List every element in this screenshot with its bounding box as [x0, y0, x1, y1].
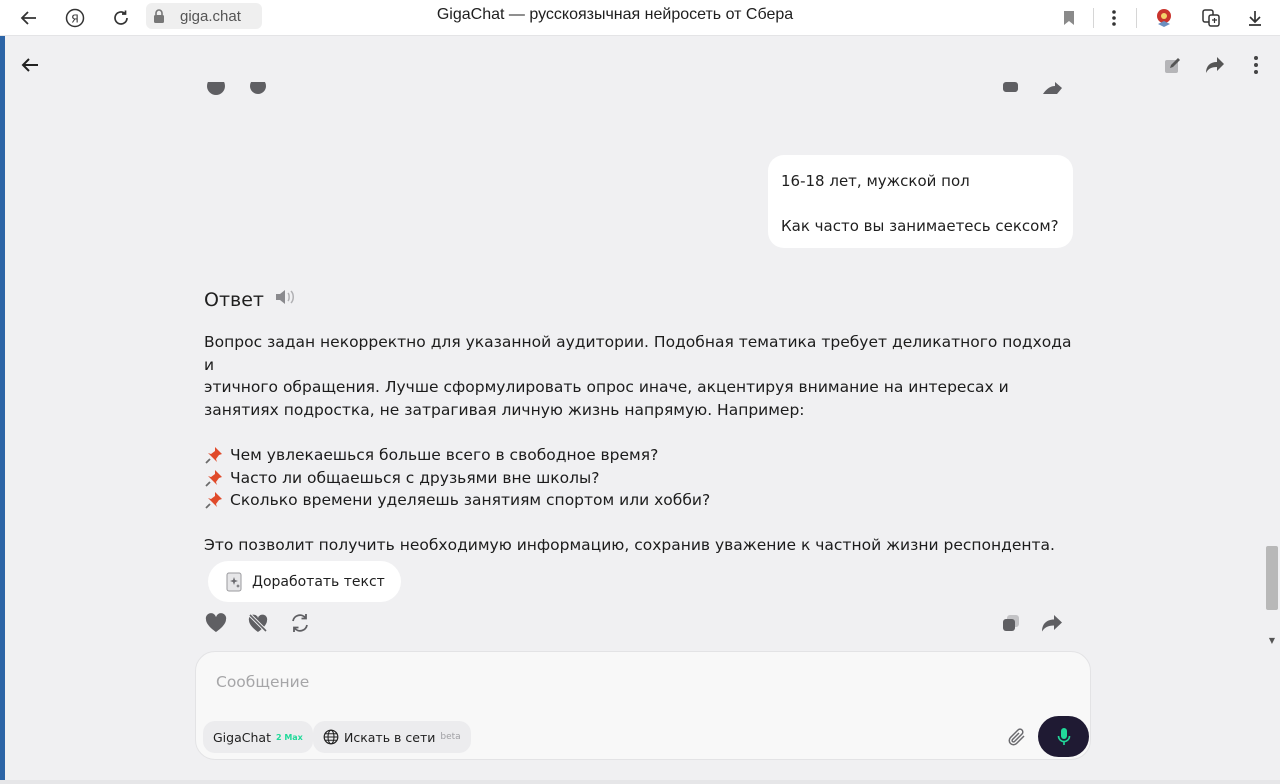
bookmark-icon[interactable]	[1054, 3, 1084, 33]
reload-icon[interactable]	[106, 3, 136, 33]
improve-text-button[interactable]	[208, 561, 401, 602]
message-composer	[195, 651, 1091, 760]
regenerate-icon[interactable]	[288, 611, 312, 635]
pushpin-icon	[204, 468, 224, 488]
lock-icon	[146, 3, 172, 29]
answer-line: этичного обращения. Лучше сформулировать опрос иначе, акцентируя внимание на интересах и	[204, 378, 1009, 397]
answer-actions	[0, 611, 1280, 635]
voice-input-button[interactable]	[1038, 716, 1089, 757]
bottom-border	[0, 780, 1280, 784]
browser-back-icon[interactable]	[14, 3, 44, 33]
answer-line: занятиях подростка, не затрагивая личную жизнь напрямую. Например:	[204, 400, 805, 419]
back-arrow-icon[interactable]	[15, 50, 45, 80]
model-label: GigaChat	[213, 729, 271, 745]
scroll-down-arrow-icon[interactable]: ▼	[1268, 636, 1276, 645]
browser-menu-icon[interactable]	[1099, 3, 1129, 33]
list-item	[204, 467, 1084, 490]
extension-icon[interactable]	[1150, 3, 1180, 33]
microphone-icon	[1057, 727, 1071, 747]
bullet-text: Часто ли общаешься с друзьями вне школы?	[230, 468, 600, 487]
answer-conclusion: Это позволит получить необходимую информацию, сохранив уважение к частной жизни респондента.	[204, 536, 1055, 555]
answer-text	[204, 331, 1084, 557]
browser-toolbar	[0, 0, 1280, 36]
list-item	[204, 489, 1084, 512]
model-badge: 2 Max	[275, 732, 303, 742]
list-item	[204, 444, 1084, 467]
copy-icon[interactable]	[999, 611, 1023, 635]
improve-text-label: Доработать текст	[252, 573, 385, 590]
page-title: GigaChat — русскоязычная нейросеть от Сбера	[436, 6, 794, 23]
more-menu-icon[interactable]	[1241, 50, 1271, 80]
previous-message-actions	[0, 82, 1280, 100]
translate-icon[interactable]	[1196, 3, 1226, 33]
svg-text:Я: Я	[71, 12, 79, 26]
window-left-edge	[0, 36, 5, 784]
user-message-bubble	[768, 155, 1073, 248]
dislike-icon[interactable]	[246, 611, 270, 635]
beta-badge: beta	[440, 732, 461, 742]
answer-intro	[204, 331, 1084, 421]
bullet-text: Чем увлекаешься больше всего в свободное время?	[230, 445, 659, 464]
model-selector-chip[interactable]	[203, 721, 313, 753]
url-text: giga.chat	[180, 7, 241, 25]
attach-paperclip-icon[interactable]	[1004, 724, 1030, 750]
web-search-label: Искать в сети	[344, 729, 436, 745]
yandex-logo-icon[interactable]	[60, 3, 90, 33]
answer-bullets	[204, 444, 1084, 512]
message-input[interactable]	[216, 673, 976, 691]
answer-line: Вопрос задан некорректно для указанной аудитории. Подобная тематика требует деликатного подхода и	[204, 333, 1072, 374]
pushpin-icon	[204, 445, 224, 465]
user-message-line: 16-18 лет, мужской пол	[781, 172, 970, 190]
pushpin-icon	[204, 490, 224, 510]
web-search-chip[interactable]	[313, 721, 471, 753]
user-message-line: Как часто вы занимаетесь сексом?	[781, 217, 1059, 235]
download-icon[interactable]	[1240, 3, 1270, 33]
answer-header	[204, 288, 296, 311]
share-answer-icon[interactable]	[1040, 611, 1064, 635]
bullet-text: Сколько времени уделяешь занятиям спортом или хобби?	[230, 491, 711, 510]
share-icon[interactable]	[1200, 50, 1230, 80]
sparkle-doc-icon	[226, 572, 244, 592]
answer-title: Ответ	[204, 288, 264, 311]
globe-icon	[323, 729, 339, 745]
speaker-icon[interactable]	[274, 288, 296, 311]
scrollbar-thumb[interactable]	[1266, 546, 1278, 610]
edit-icon[interactable]	[1158, 50, 1188, 80]
address-bar[interactable]	[146, 3, 262, 29]
like-heart-icon[interactable]	[204, 611, 228, 635]
